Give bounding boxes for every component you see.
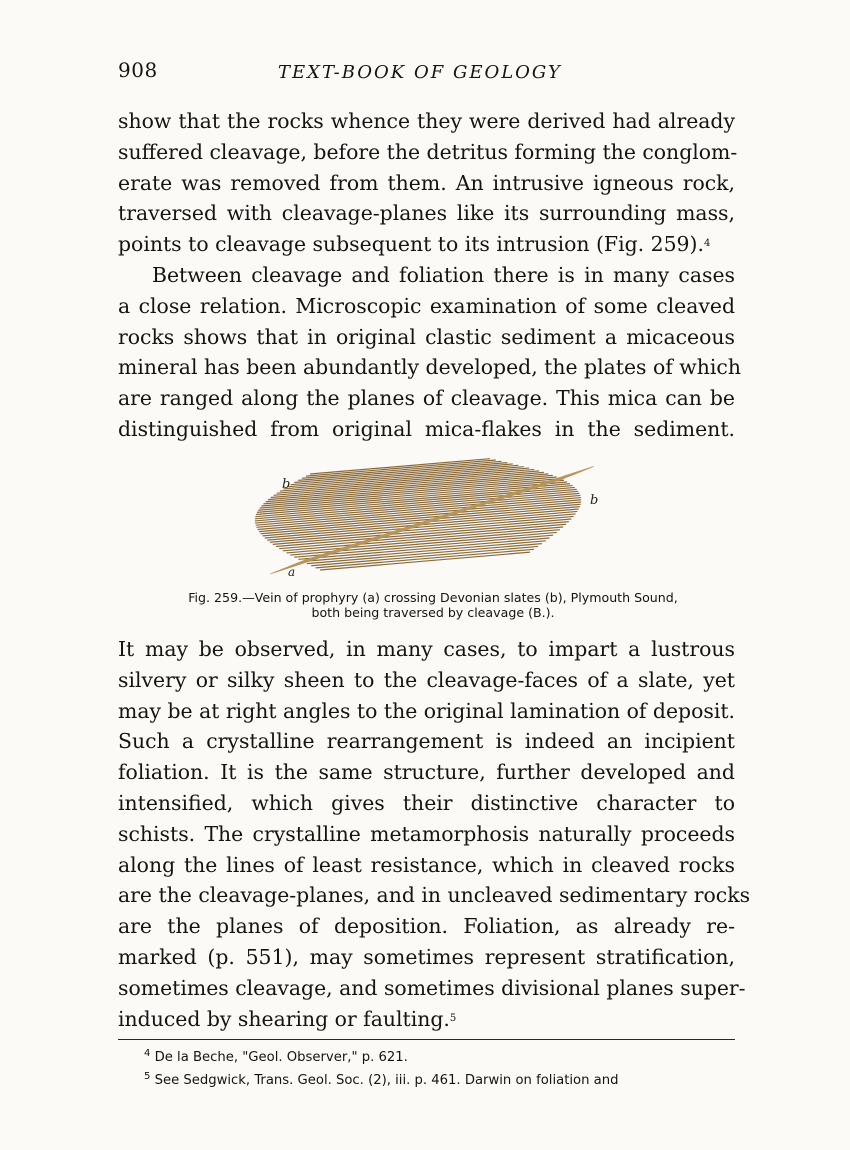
- text-line-content: induced by shearing or faulting.: [118, 1006, 450, 1031]
- cleavage-line: [255, 495, 580, 523]
- text-line: suffered cleavage, before the detritus forming the conglom-: [118, 139, 738, 164]
- cleavage-line: [255, 491, 578, 518]
- paragraph-3: [118, 634, 751, 1034]
- footnotes: [118, 1045, 735, 1090]
- paragraph-2: [118, 260, 741, 445]
- text-line: are the planes of deposition. Foliation, as already re-: [118, 914, 735, 939]
- footnote-text: De la Beche, "Geol. Observer," p. 621.: [154, 1050, 408, 1065]
- text-line: mineral has been abundantly developed, the plates of which: [118, 355, 741, 380]
- footnote-4: [118, 1045, 735, 1068]
- running-title: TEXT-BOOK OF GEOLOGY: [278, 62, 562, 83]
- cleavage-line: [256, 498, 581, 526]
- text-line: along the lines of least resistance, which in cleaved rocks: [118, 852, 735, 877]
- footnote-text: See Sedgwick, Trans. Geol. Soc. (2), iii. p. 461. Darwin on foliation and: [154, 1072, 619, 1088]
- footnote-ref-4: 4: [703, 238, 711, 250]
- text-line: foliation. It is the same structure, further developed and: [118, 760, 735, 785]
- text-line: Such a crystalline rearrangement is indeed an incipient: [118, 729, 735, 754]
- text-line: It may be observed, in many cases, to impart a lustrous: [118, 637, 735, 661]
- text-line: marked (p. 551), may sometimes represent stratification,: [118, 944, 735, 969]
- text-line: show that the rocks whence they were derived had already: [118, 109, 735, 133]
- caption-line-1: Fig. 259.—Vein of prophyry (a) crossing Devonian slates (b), Plymouth Sound,: [188, 590, 678, 605]
- text-line: silvery or silky sheen to the cleavage-faces of a slate, yet: [118, 667, 735, 692]
- text-line: rocks shows that in original clastic sediment a micaceous: [118, 324, 735, 349]
- figure-259: [230, 452, 620, 582]
- text-line: are the cleavage-planes, and in uncleaved sedimentary rocks: [118, 883, 751, 908]
- text-line: a close relation. Microscopic examination of some cleaved: [118, 293, 735, 318]
- footnote-mark: 4: [144, 1048, 151, 1059]
- text-line: [118, 1004, 735, 1035]
- label-b-left: b: [282, 477, 291, 492]
- paragraph-1: [118, 106, 738, 260]
- label-a-vein: a: [288, 565, 296, 579]
- vein-illustration: [230, 452, 620, 582]
- caption-line-2: both being traversed by cleavage (B.).: [311, 605, 555, 620]
- cleavage-line: [263, 479, 560, 504]
- footnote-ref-5: 5: [449, 1012, 457, 1024]
- figure-caption: [148, 590, 718, 620]
- footnote-divider: [118, 1039, 735, 1040]
- page-number: 908: [118, 58, 158, 82]
- slate-cleavage-lines: [255, 459, 581, 570]
- text-line: may be at right angles to the original lamination of deposit.: [118, 698, 736, 723]
- cleavage-line: [255, 493, 580, 521]
- text-line: schists. The crystalline metamorphosis naturally proceeds: [118, 821, 735, 846]
- text-line: are ranged along the planes of cleavage. This mica can be: [118, 386, 735, 411]
- text-line: sometimes cleavage, and sometimes divisional planes super-: [118, 975, 746, 1000]
- footnote-5: [118, 1068, 735, 1091]
- text-line: intensified, which gives their distinctive character to: [118, 790, 735, 815]
- label-b-right: b: [590, 493, 599, 508]
- text-line: traversed with cleavage-planes like its surrounding mass,: [118, 201, 735, 226]
- footnote-mark: 5: [144, 1070, 151, 1082]
- text-line: [118, 229, 735, 260]
- page-header: [118, 58, 733, 88]
- text-line: erate was removed from them. An intrusive igneous rock,: [118, 170, 735, 195]
- text-line: Between cleavage and foliation there is in many cases: [152, 263, 735, 287]
- text-line-content: points to cleavage subsequent to its intrusion (Fig. 259).: [118, 232, 704, 257]
- text-line: distinguished from original mica-flakes in the sediment.: [118, 416, 735, 441]
